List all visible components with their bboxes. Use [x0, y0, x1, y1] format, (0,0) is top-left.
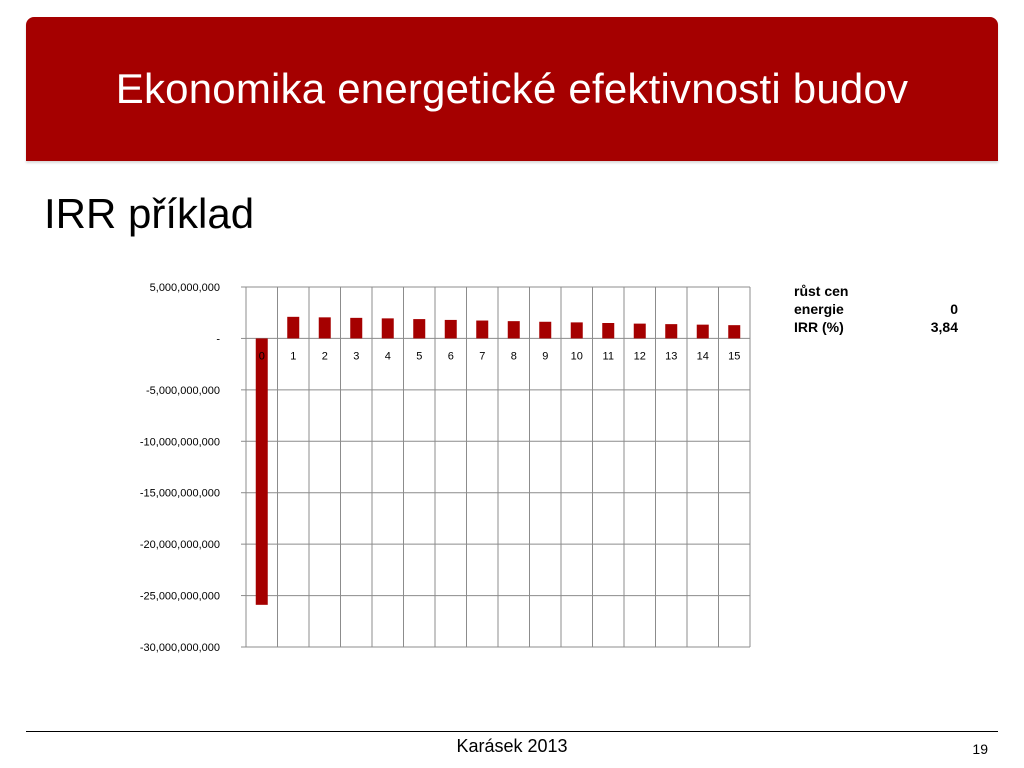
bar: [476, 321, 488, 339]
info-row: [794, 300, 958, 318]
x-tick-label: 13: [665, 350, 678, 363]
bar: [350, 318, 362, 339]
info-table: [794, 282, 958, 336]
y-tick-label: -25,000,000,000: [139, 590, 220, 603]
x-tick-label: 9: [542, 350, 549, 363]
x-tick-label: 15: [728, 350, 741, 363]
page-number: 19: [972, 741, 988, 757]
y-tick-label: -10,000,000,000: [139, 436, 220, 449]
bar: [319, 317, 331, 338]
info-label: energie: [794, 301, 844, 317]
y-tick-label: -15,000,000,000: [139, 487, 220, 500]
x-tick-label: 8: [510, 350, 517, 363]
footer-divider: [26, 731, 998, 732]
x-tick-label: 2: [321, 350, 328, 363]
y-tick-label: -: [216, 333, 220, 346]
y-tick-label: -5,000,000,000: [145, 384, 220, 397]
bar: [697, 325, 709, 339]
bar: [665, 324, 677, 338]
bar: [634, 324, 646, 339]
x-tick-label: 6: [447, 350, 454, 363]
bar: [287, 317, 299, 339]
bar: [256, 338, 268, 604]
y-tick-label: 5,000,000,000: [149, 282, 220, 294]
y-tick-label: -20,000,000,000: [139, 539, 220, 552]
info-value: 0: [950, 301, 958, 317]
info-row: [794, 282, 958, 300]
bar: [728, 325, 740, 338]
footer-author: Karásek 2013: [456, 736, 568, 756]
bar: [445, 320, 457, 339]
x-tick-label: 11: [602, 350, 614, 363]
info-label: IRR (%): [794, 319, 844, 335]
x-tick-label: 5: [416, 350, 423, 363]
bar: [413, 319, 425, 338]
info-row: [794, 318, 958, 336]
x-tick-label: 4: [384, 350, 391, 363]
info-label: růst cen: [794, 283, 849, 299]
info-value: 3,84: [930, 319, 958, 335]
slide-title: Ekonomika energetické efektivnosti budov: [115, 65, 909, 112]
x-tick-label: 12: [633, 350, 646, 363]
x-tick-label: 10: [570, 350, 583, 363]
x-tick-label: 14: [696, 350, 709, 363]
x-tick-label: 3: [353, 350, 360, 363]
bar: [571, 322, 583, 338]
bar: [539, 322, 551, 339]
bar: [508, 321, 520, 338]
slide-subtitle: IRR příklad: [44, 190, 255, 237]
bar: [602, 323, 614, 338]
x-tick-label: 7: [479, 350, 486, 363]
x-tick-label: 1: [290, 350, 297, 363]
bar: [382, 318, 394, 338]
y-tick-label: -30,000,000,000: [139, 642, 220, 654]
x-tick-label: 0: [258, 350, 265, 363]
